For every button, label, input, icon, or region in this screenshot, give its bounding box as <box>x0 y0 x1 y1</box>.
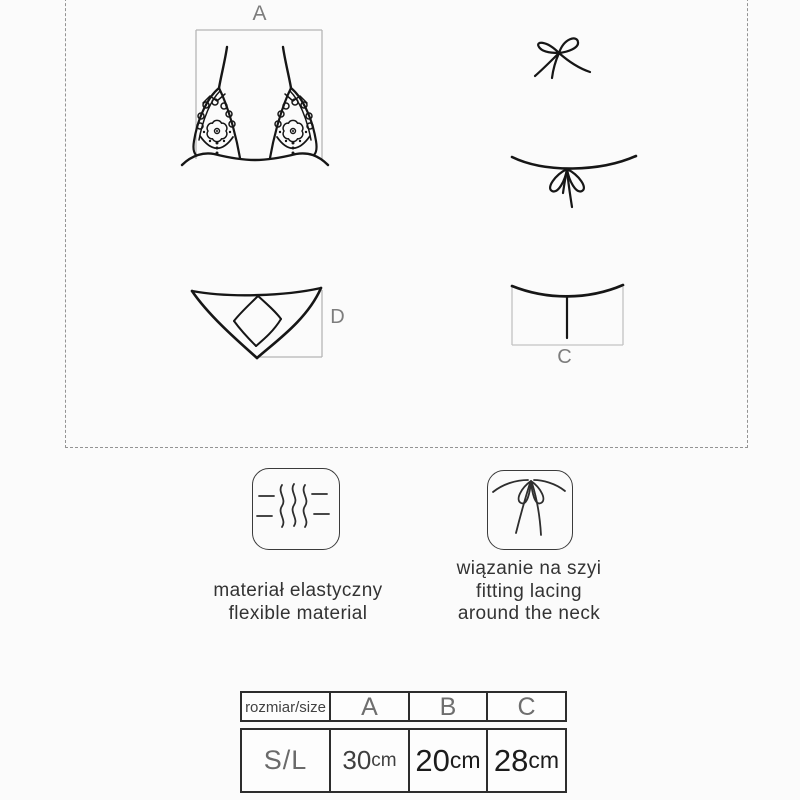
panties-measure-lines <box>258 290 322 357</box>
measurement-unit: cm <box>528 747 560 773</box>
size-table-header-cell: C <box>486 693 565 722</box>
measurement-value: 20 <box>415 742 450 778</box>
caption-line: materiał elastyczny <box>213 580 383 601</box>
measurement-value: 28 <box>493 742 529 778</box>
panties-back-figure <box>505 278 630 350</box>
neck-lacing-icon <box>487 470 573 550</box>
size-table-value-cell <box>486 730 565 791</box>
bra-cup <box>193 47 240 158</box>
bra-cup <box>270 47 317 158</box>
size-table-body <box>240 728 567 793</box>
size-table-header-cell: B <box>408 693 486 722</box>
dimension-c-label: C <box>557 346 573 368</box>
size-table-header-cell: A <box>329 693 408 722</box>
lacing-bow-glyph <box>488 471 570 547</box>
dimension-a-label: A <box>252 2 268 25</box>
feature-flexible-material-caption <box>178 580 418 625</box>
bra-measure-bracket <box>196 30 322 159</box>
size-table-value-cell <box>329 730 408 791</box>
measurement-unit: cm <box>449 747 481 773</box>
wavy-lines-glyph <box>253 469 337 547</box>
neck-tie-figure <box>495 30 645 220</box>
bra-front-figure <box>180 0 340 175</box>
caption-line: around the neck <box>457 603 601 624</box>
caption-line: fitting lacing <box>476 580 582 602</box>
measurement-value: 30 <box>342 745 372 775</box>
feature-neck-lacing-caption <box>423 558 635 626</box>
dimension-d-label: D <box>330 306 346 328</box>
flexible-material-icon <box>252 468 340 550</box>
size-table-header-cell: rozmiar/size <box>245 699 326 716</box>
caption-line: wiązanie na szyi <box>456 558 602 579</box>
size-table-value-cell <box>408 730 486 791</box>
measurement-unit: cm <box>371 749 397 771</box>
caption-line: flexible material <box>228 602 368 624</box>
size-table-size-cell: S/L <box>263 745 308 775</box>
diagram-dashed-border <box>65 0 748 448</box>
panties-front-figure <box>185 280 330 365</box>
size-table-header <box>240 691 567 722</box>
